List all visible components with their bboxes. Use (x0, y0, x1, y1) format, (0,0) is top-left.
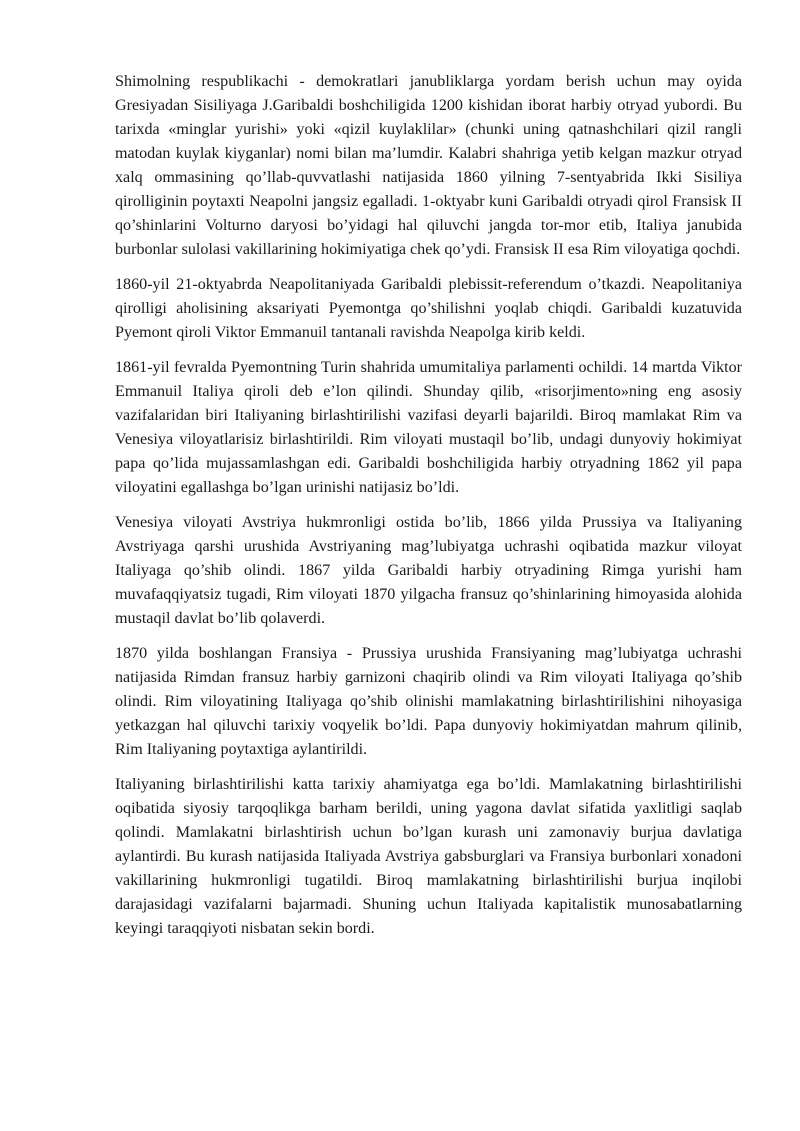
paragraph-6: Italiyaning birlashtirilishi katta tarixiy ahamiyatga ega bo’ldi. Mamlakatning birlashtirilishi oqibatida siyosiy tarqoqlikga barham berildi, uning yagona davlat sifatida yaxlitligi saqlab qolindi. Mamlakatni birlashtirish uchun bo’lgan kurash uni zamonaviy burjua davlatiga aylantirdi. Bu kurash natijasida Italiyada Avstriya gabsburglari va Fransiya burbonlari xonadoni vakillarining hukmronligi tugatildi. Biroq mamlakatning birlashtirilishi burjua inqilobi darajasidagi vazifalarni bajarmadi. Shuning uchun Italiyada kapitalistik munosabatlarning keyingi taraqqiyoti nisbatan sekin bordi. (115, 776, 742, 937)
paragraph-3: 1861-yil fevralda Pyemontning Turin shahrida umumitaliya parlamenti ochildi. 14 martda Viktor Emmanuil Italiya qiroli deb e’lon qilindi. Shunday qilib, «risorjimento»ning eng asosiy vazifalaridan biri Italiyaning birlashtirilishi vazifasi deyarli bajarildi. Biroq mamlakat Rim va Venesiya viloyatlarisiz birlashtirildi. Rim viloyati mustaqil bo’lib, undagi dunyoviy hokimiyat papa qo’lida mujassamlashgan edi. Garibaldi boshchiligida harbiy otryadning 1862 yil papa viloyatini egallashga bo’lgan urinishi natijasiz bo’ldi. (115, 359, 742, 496)
paragraph-1: Shimolning respublikachi - demokratlari janubliklarga yordam berish uchun may oyida Gresiyadan Sisiliyaga J.Garibaldi boshchiligida 1200 kishidan iborat harbiy otryad yubordi. Bu tarixda «minglar yurishi» yoki «qizil kuylaklilar» (chunki uning qatnashchilari qizil rangli matodan kuylak kiyganlar) nomi bilan ma’lumdir. Kalabri shahriga yetib kelgan mazkur otryad xalq ommasining qo’llab-quvvatlashi natijasida 1860 yilning 7-sentyabrida Ikki Sisiliya qirolliginin poytaxti Neapolni jangsiz egalladi. 1-oktyabr kuni Garibaldi otryadi qirol Fransisk II qo’shinlarini Volturno daryosi bo’yidagi hal qiluvchi jangda tor-mor etib, Italiya janubida burbonlar sulolasi vakillarining hokimiyatiga chek qo’ydi. Fransisk II esa Rim viloyatiga qochdi. (115, 73, 742, 258)
paragraph-2: 1860-yil 21-oktyabrda Neapolitaniyada Garibaldi plebissit-referendum o’tkazdi. Neapolitaniya qirolligi aholisining aksariyati Pyemontga qo’shilishni yoqlab chiqdi. Garibaldi kuzatuvida Pyemont qiroli Viktor Emmanuil tantanali ravishda Neapolga kirib keldi. (115, 276, 742, 341)
document-page (115, 70, 742, 952)
paragraph-4: Venesiya viloyati Avstriya hukmronligi ostida bo’lib, 1866 yilda Prussiya va Italiyaning Avstriyaga qarshi urushida Avstriyaning mag’lubiyatga uchrashi oqibatida mazkur viloyat Italiyaga qo’shib olindi. 1867 yilda Garibaldi harbiy otryadining Rimga yurishi ham muvafaqqiyatsiz tugadi, Rim viloyati 1870 yilgacha fransuz qo’shinlarining himoyasida alohida mustaqil davlat bo’lib qolaverdi. (115, 514, 742, 627)
paragraph-5: 1870 yilda boshlangan Fransiya - Prussiya urushida Fransiyaning mag’lubiyatga uchrashi natijasida Rimdan fransuz harbiy garnizoni chaqirib olindi va Rim viloyati Italiyaga qo’shib olindi. Rim viloyatining Italiyaga qo’shib olinishi mamlakatning birlashtirilishini nihoyasiga yetkazgan hal qiluvchi tarixiy voqyelik bo’ldi. Papa dunyoviy hokimiyatdan mahrum qilinib, Rim Italiyaning poytaxtiga aylantirildi. (115, 645, 742, 758)
